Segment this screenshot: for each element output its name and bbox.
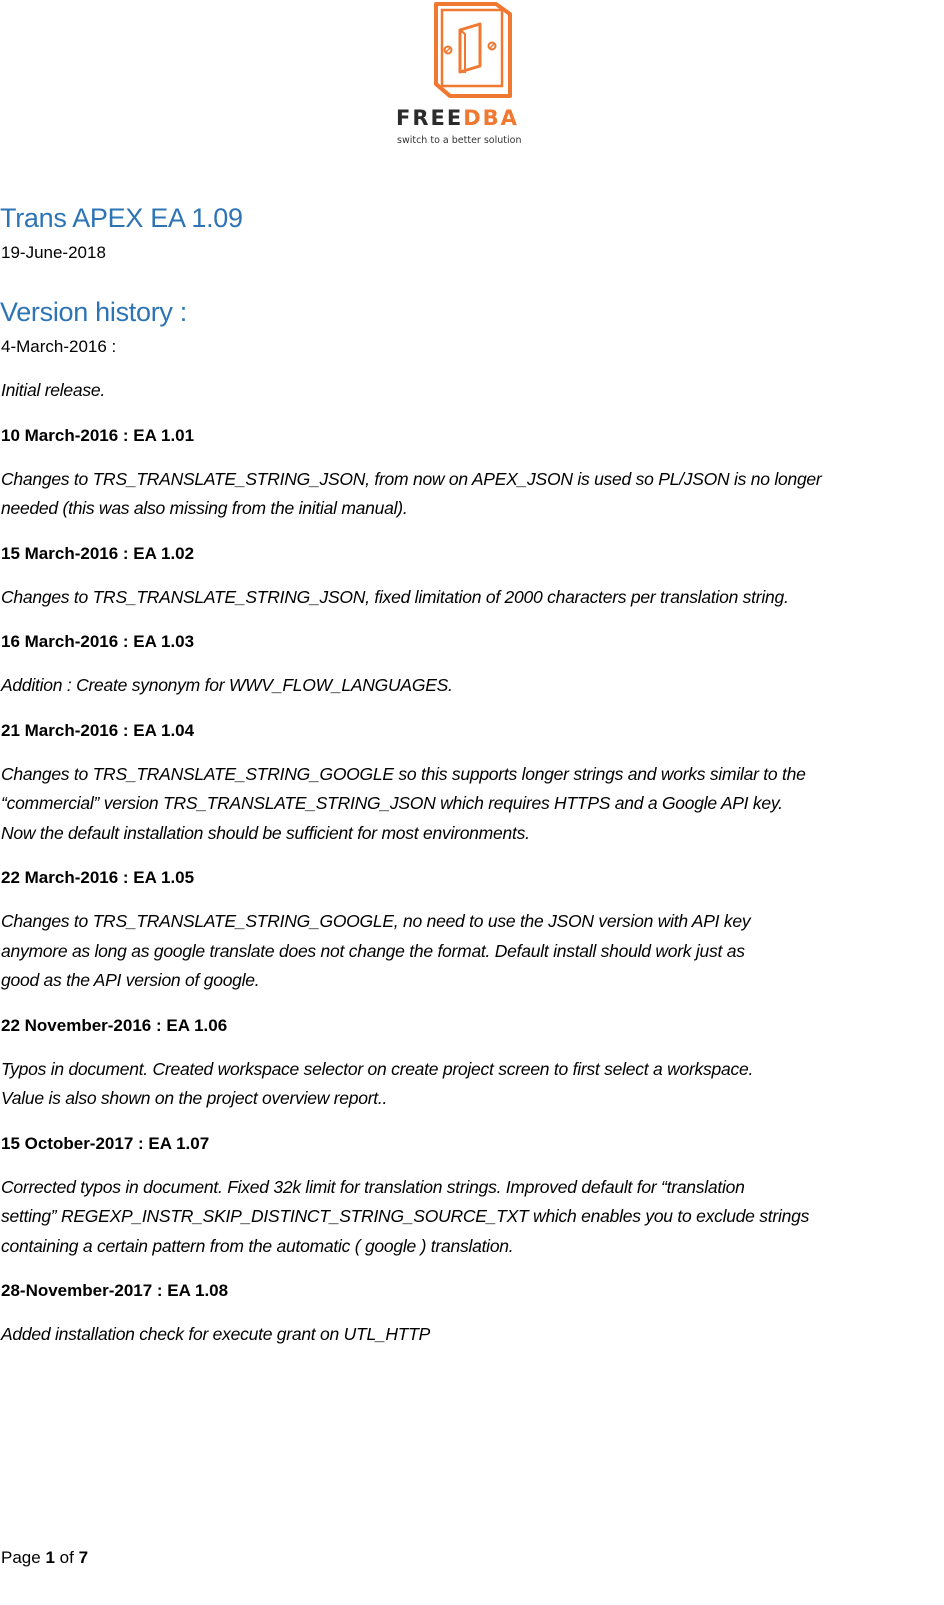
description-line: needed (this was also missing from the initial manual). — [1, 498, 408, 518]
page-number: 1 — [45, 1548, 55, 1567]
version-entry — [0, 1013, 944, 1114]
description-line: Now the default installation should be sufficient for most environments. — [1, 822, 530, 843]
light-switch-icon — [424, 0, 520, 100]
of-label: of — [59, 1548, 74, 1567]
description-line: Changes to TRS_TRANSLATE_STRING_JSON, from now on APEX_JSON is used so PL/JSON is no longer — [1, 468, 822, 489]
description-line: good as the API version of google. — [1, 970, 260, 990]
version-entry-heading: 15 October-2017 : EA 1.07 — [1, 1133, 210, 1153]
version-entry-heading: 15 March-2016 : EA 1.02 — [1, 543, 195, 563]
document-body — [0, 196, 944, 1367]
description-line: Addition : Create synonym for WWV_FLOW_LANGUAGES. — [1, 675, 453, 695]
version-entry-description — [0, 1320, 944, 1350]
version-entry-heading: 4-March-2016 : — [1, 337, 117, 356]
version-entry-description — [0, 1173, 944, 1262]
version-entry — [0, 541, 944, 613]
document-date: 19-June-2018 — [1, 243, 106, 262]
description-line: Changes to TRS_TRANSLATE_STRING_GOOGLE so this supports longer strings and works similar to the — [1, 763, 806, 784]
version-entry — [0, 423, 944, 524]
description-line: Changes to TRS_TRANSLATE_STRING_JSON, fixed limitation of 2000 characters per translation string. — [1, 586, 789, 607]
brand-suffix: DBA — [463, 106, 519, 130]
version-entry-description — [0, 465, 944, 524]
document-title: Trans APEX EA 1.09 — [0, 203, 243, 233]
version-history-list — [0, 334, 944, 1350]
description-line: containing a certain pattern from the automatic ( google ) translation. — [1, 1235, 514, 1256]
version-entry — [0, 718, 944, 849]
brand-prefix: FREE — [396, 106, 464, 130]
brand-name — [396, 106, 519, 130]
version-entry-description — [0, 907, 944, 996]
version-entry — [0, 334, 944, 406]
description-line: anymore as long as google translate does not change the format. Default install should work just as — [1, 940, 745, 961]
description-line: Corrected typos in document. Fixed 32k limit for translation strings. Improved default for “translation — [1, 1176, 745, 1197]
version-entry — [0, 1131, 944, 1262]
version-entry-description — [0, 376, 944, 406]
version-entry-description — [0, 671, 944, 701]
brand-tagline: switch to a better solution — [397, 135, 522, 146]
description-line: Initial release. — [1, 380, 105, 400]
description-line: Added installation check for execute grant on UTL_HTTP — [1, 1324, 431, 1344]
version-entry — [0, 1278, 944, 1350]
description-line: “commercial” version TRS_TRANSLATE_STRING_JSON which requires HTTPS and a Google API key. — [1, 793, 783, 813]
version-entry-heading: 16 March-2016 : EA 1.03 — [1, 632, 195, 651]
description-line: Typos in document. Created workspace selector on create project screen to first select a workspace. — [1, 1058, 754, 1079]
version-entry-heading: 22 November-2016 : EA 1.06 — [1, 1015, 228, 1035]
version-entry-description — [0, 1055, 944, 1114]
version-entry-heading: 28-November-2017 : EA 1.08 — [1, 1281, 229, 1300]
freedba-logo — [394, 0, 550, 150]
version-entry — [0, 865, 944, 996]
version-entry-heading: 22 March-2016 : EA 1.05 — [1, 868, 195, 887]
page-footer — [1, 1546, 88, 1570]
description-line: Value is also shown on the project overview report.. — [1, 1088, 388, 1108]
description-line: Changes to TRS_TRANSLATE_STRING_GOOGLE, no need to use the JSON version with API key — [1, 911, 751, 931]
version-entry-heading: 21 March-2016 : EA 1.04 — [1, 720, 195, 740]
page-total: 7 — [78, 1548, 89, 1567]
version-entry-description — [0, 583, 944, 613]
description-line: setting” REGEXP_INSTR_SKIP_DISTINCT_STRING_SOURCE_TXT which enables you to exclude strings — [1, 1206, 810, 1226]
version-entry — [0, 629, 944, 701]
page-label: Page — [1, 1548, 41, 1567]
version-history-heading: Version history : — [0, 297, 187, 327]
version-entry-description — [0, 760, 944, 849]
version-entry-heading: 10 March-2016 : EA 1.01 — [1, 425, 195, 445]
